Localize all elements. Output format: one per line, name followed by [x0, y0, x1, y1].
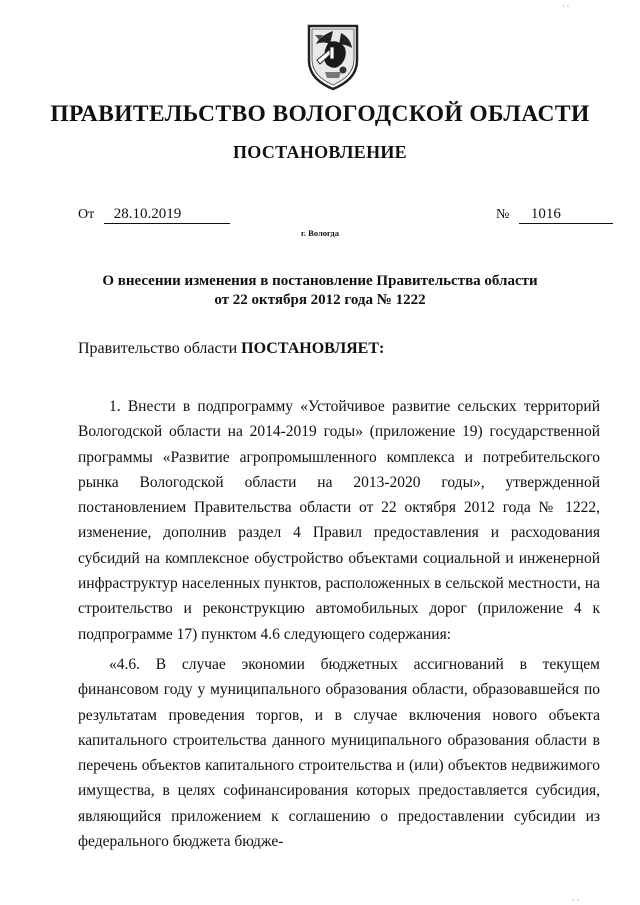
- document-type-heading: ПОСТАНОВЛЕНИЕ: [233, 142, 407, 162]
- scan-mark-bottom: · ·: [572, 896, 580, 905]
- subject-line-2: от 22 октября 2012 года № 1222: [214, 292, 426, 308]
- preamble-text: Правительство области: [78, 340, 242, 357]
- date-value: 28.10.2019: [104, 206, 230, 224]
- preamble-decree-word: ПОСТАНОВЛЯЕТ:: [241, 340, 385, 357]
- document-number: 1016: [519, 206, 613, 224]
- preamble: [78, 340, 384, 358]
- body-paragraph-1: 1. Внести в подпрограмму «Устойчивое развитие сельских территорий Вологодской области на 2014-2019 годы» (приложение 19) государственной программы «Развитие агропромышленного комплекса и потребительского рынка Вологодской области на 2013-2020 годы», утвержденной постановлением Правительства области от 22 октября 2012 года № 1222, изменение, дополнив раздел 4 Правил предоставления и расходования субсидий на комплексное обустройство объектами социальной и инженерной инфраструктур населенных пунктов, расположенных в сельской местности, на строительство и реконструкцию автомобильных дорог (приложение 4 к подпрограмме 17) пунктом 4.6 следующего содержания:: [78, 398, 600, 643]
- number-line: [496, 206, 613, 224]
- subject-line-1: О внесении изменения в постановление Правительства области: [102, 273, 538, 289]
- date-prefix: От: [78, 207, 95, 222]
- city-name: г. Вологда: [301, 228, 339, 238]
- number-prefix: №: [496, 207, 510, 222]
- coat-of-arms-emblem: [303, 20, 363, 92]
- document-subject: [0, 272, 640, 310]
- vologda-coat-of-arms-icon: [303, 20, 363, 92]
- government-title: ПРАВИТЕЛЬСТВО ВОЛОГОДСКОЙ ОБЛАСТИ: [50, 101, 590, 127]
- date-line: [78, 206, 230, 224]
- body-paragraph-2: «4.6. В случае экономии бюджетных ассигнований в текущем финансовом году у муниципального образования области, образовавшейся по результатам проведения торгов, и в случае включения нового объекта капитального строительства данного муниципального образования области в перечень объектов капитального строительства и (или) объектов недвижимого имущества, в целях софинансирования которых предоставляется субсидия, являющийся приложением к соглашению о предоставлении субсидии из федерального бюджета бюдже-: [78, 656, 600, 851]
- scan-mark-top: · ·: [562, 2, 570, 11]
